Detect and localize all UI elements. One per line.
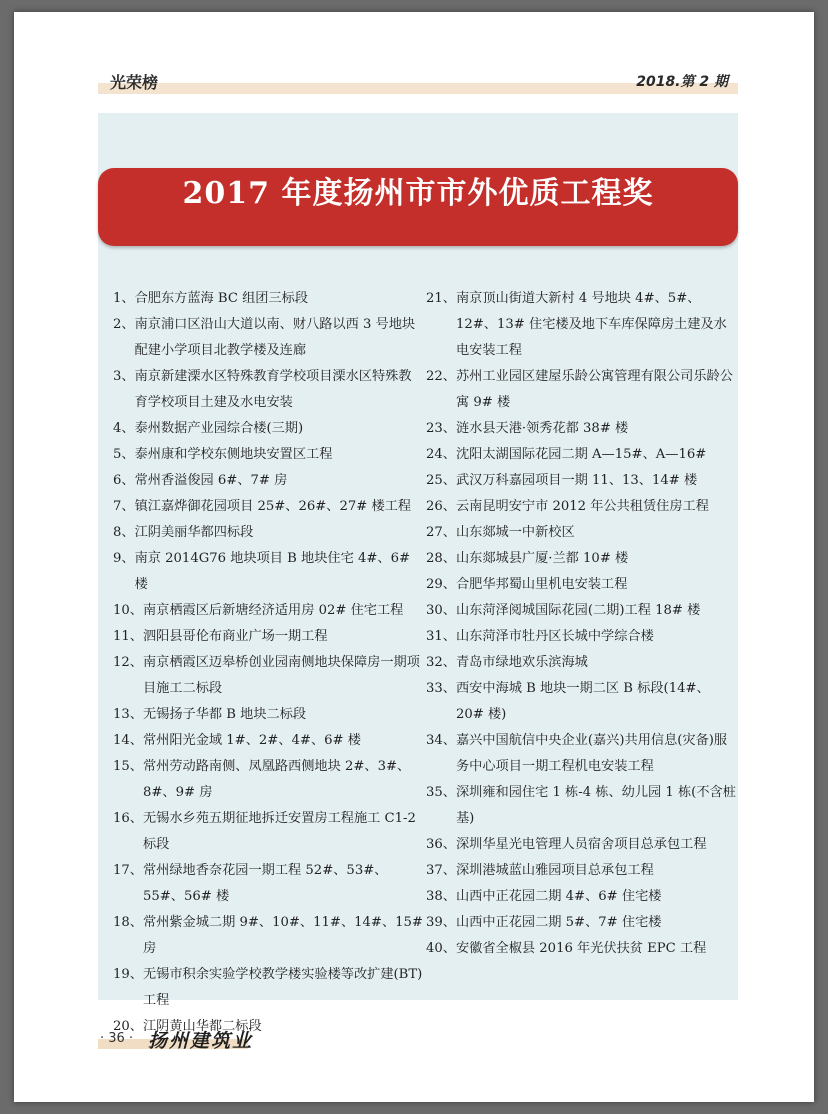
item-number: 23、 [426, 421, 456, 436]
page-number: · 36 · [100, 1031, 134, 1046]
list-item [113, 702, 423, 728]
list-item [113, 286, 423, 312]
item-text: 常州阳光金域 1#、2#、4#、6# 楼 [142, 733, 361, 748]
list-item [426, 676, 736, 728]
item-number: 29、 [426, 577, 456, 592]
item-text: 南京 2014G76 地块项目 B 地块住宅 4#、6# 楼 [134, 551, 411, 592]
item-text: 南京新建溧水区特殊教育学校项目溧水区特殊教育学校项目土建及水电安装 [134, 369, 412, 410]
item-number: 36、 [426, 837, 456, 852]
item-text: 西安中海城 B 地块一期二区 B 标段(14#、20# 楼) [455, 681, 710, 722]
item-text: 涟水县天港·领秀花都 38# 楼 [455, 421, 629, 436]
item-number: 40、 [426, 941, 456, 956]
item-text: 山东郯城县广厦·兰都 10# 楼 [455, 551, 629, 566]
list-item [426, 624, 736, 650]
item-text: 沈阳太湖国际花园二期 A—15#、A—16# [455, 447, 707, 462]
item-text: 青岛市绿地欢乐滨海城 [455, 655, 588, 670]
item-text: 山西中正花园二期 5#、7# 住宅楼 [455, 915, 662, 930]
item-text: 云南昆明安宁市 2012 年公共租赁住房工程 [455, 499, 709, 514]
item-number: 17、 [113, 863, 143, 878]
item-text: 常州绿地香奈花园一期工程 52#、53#、55#、56# 楼 [142, 863, 388, 904]
item-number: 18、 [113, 915, 143, 930]
section-title: 光荣榜 [110, 73, 159, 92]
item-number: 5、 [113, 447, 135, 462]
list-item [426, 936, 736, 962]
list-item [113, 312, 423, 364]
item-number: 34、 [426, 733, 456, 748]
item-text: 无锡扬子华都 B 地块二标段 [142, 707, 307, 722]
item-text: 常州劳动路南侧、凤凰路西侧地块 2#、3#、8#、9# 房 [142, 759, 411, 800]
list-item [113, 728, 423, 754]
list-item [426, 364, 736, 416]
item-number: 25、 [426, 473, 456, 488]
item-number: 39、 [426, 915, 456, 930]
list-item [426, 442, 736, 468]
list-item [426, 884, 736, 910]
list-item [113, 416, 423, 442]
item-text: 苏州工业园区建屋乐龄公寓管理有限公司乐龄公寓 9# 楼 [455, 369, 733, 410]
page-header [98, 68, 738, 94]
item-text: 无锡市积余实验学校教学楼实验楼等改扩建(BT)工程 [142, 967, 423, 1008]
item-text: 武汉万科嘉园项目一期 11、13、14# 楼 [455, 473, 698, 488]
list-item [113, 364, 423, 416]
item-number: 1、 [113, 291, 135, 306]
list-item [426, 494, 736, 520]
item-text: 山东菏泽市牡丹区长城中学综合楼 [455, 629, 654, 644]
item-number: 8、 [113, 525, 135, 540]
item-text: 泰州数据产业园综合楼(三期) [134, 421, 304, 436]
item-text: 南京浦口区沿山大道以南、财八路以西 3 号地块配建小学项目北教学楼及连廊 [134, 317, 416, 358]
list-item [113, 806, 423, 858]
item-text: 深圳港城蓝山雅园项目总承包工程 [455, 863, 654, 878]
list-item [113, 520, 423, 546]
list-item [426, 286, 736, 364]
item-number: 22、 [426, 369, 456, 384]
item-text: 合肥东方蓝海 BC 组团三标段 [134, 291, 309, 306]
list-item [426, 832, 736, 858]
item-text: 泗阳县哥伦布商业广场一期工程 [142, 629, 328, 644]
item-text: 无锡水乡苑五期征地拆迁安置房工程施工 C1-2 标段 [142, 811, 416, 852]
list-item [113, 494, 423, 520]
list-item [113, 754, 423, 806]
item-number: 21、 [426, 291, 456, 306]
item-text: 常州紫金城二期 9#、10#、11#、14#、15# 房 [142, 915, 423, 956]
item-number: 24、 [426, 447, 456, 462]
award-title: 2017 年度扬州市市外优质工程奖 [182, 176, 654, 211]
item-number: 10、 [113, 603, 143, 618]
item-number: 4、 [113, 421, 135, 436]
item-text: 山东菏泽阅城国际花园(二期)工程 18# 楼 [455, 603, 701, 618]
item-number: 3、 [113, 369, 135, 384]
list-item [426, 416, 736, 442]
item-number: 12、 [113, 655, 143, 670]
list-item [426, 572, 736, 598]
list-item [426, 598, 736, 624]
item-number: 14、 [113, 733, 143, 748]
item-number: 35、 [426, 785, 456, 800]
item-number: 33、 [426, 681, 456, 696]
list-item [426, 728, 736, 780]
list-item [113, 546, 423, 598]
list-item [113, 962, 423, 1014]
list-item [426, 780, 736, 832]
item-number: 26、 [426, 499, 456, 514]
item-number: 6、 [113, 473, 135, 488]
list-item [113, 598, 423, 624]
item-text: 深圳华星光电管理人员宿舍项目总承包工程 [455, 837, 707, 852]
item-text: 南京栖霞区后新塘经济适用房 02# 住宅工程 [142, 603, 404, 618]
list-item [426, 520, 736, 546]
list-item [426, 546, 736, 572]
item-text: 南京栖霞区迈皋桥创业园南侧地块保障房一期项目施工二标段 [142, 655, 420, 696]
item-number: 37、 [426, 863, 456, 878]
item-text: 嘉兴中国航信中央企业(嘉兴)共用信息(灾备)服务中心项目一期工程机电安装工程 [455, 733, 728, 774]
list-item [113, 624, 423, 650]
item-number: 27、 [426, 525, 456, 540]
list-item [113, 858, 423, 910]
item-text: 山西中正花园二期 4#、6# 住宅楼 [455, 889, 662, 904]
item-number: 20、 [113, 1019, 143, 1034]
item-number: 2、 [113, 317, 135, 332]
title-banner [98, 168, 738, 246]
item-text: 安徽省全椒县 2016 年光伏扶贫 EPC 工程 [455, 941, 707, 956]
item-number: 15、 [113, 759, 143, 774]
item-number: 16、 [113, 811, 143, 826]
list-item [426, 910, 736, 936]
issue-label: 2018.第 2 期 [636, 74, 728, 90]
list-item [113, 442, 423, 468]
item-number: 28、 [426, 551, 456, 566]
item-number: 9、 [113, 551, 135, 566]
item-number: 38、 [426, 889, 456, 904]
item-number: 7、 [113, 499, 135, 514]
item-number: 19、 [113, 967, 143, 982]
award-list-left [113, 286, 423, 1040]
item-number: 31、 [426, 629, 456, 644]
list-item [113, 650, 423, 702]
item-number: 30、 [426, 603, 456, 618]
list-item [113, 910, 423, 962]
list-item [426, 468, 736, 494]
list-item [426, 858, 736, 884]
publication-logo: 扬州建筑业 [148, 1030, 254, 1052]
item-number: 32、 [426, 655, 456, 670]
item-number: 13、 [113, 707, 143, 722]
item-text: 山东郯城一中新校区 [455, 525, 575, 540]
item-number: 11、 [113, 629, 143, 644]
item-text: 常州香溢俊园 6#、7# 房 [134, 473, 288, 488]
item-text: 泰州康和学校东侧地块安置区工程 [134, 447, 333, 462]
item-text: 镇江嘉烨御花园项目 25#、26#、27# 楼工程 [134, 499, 412, 514]
list-item [113, 468, 423, 494]
item-text: 合肥华邦蜀山里机电安装工程 [455, 577, 628, 592]
list-item [426, 650, 736, 676]
award-list-right [426, 286, 736, 962]
item-text: 江阴黄山华都二标段 [142, 1019, 262, 1034]
item-text: 深圳雍和园住宅 1 栋-4 栋、幼儿园 1 栋(不含桩基) [455, 785, 736, 826]
item-text: 江阴美丽华都四标段 [134, 525, 254, 540]
item-text: 南京顶山街道大新村 4 号地块 4#、5#、12#、13# 住宅楼及地下车库保障房土建及水电安装工程 [455, 291, 727, 358]
